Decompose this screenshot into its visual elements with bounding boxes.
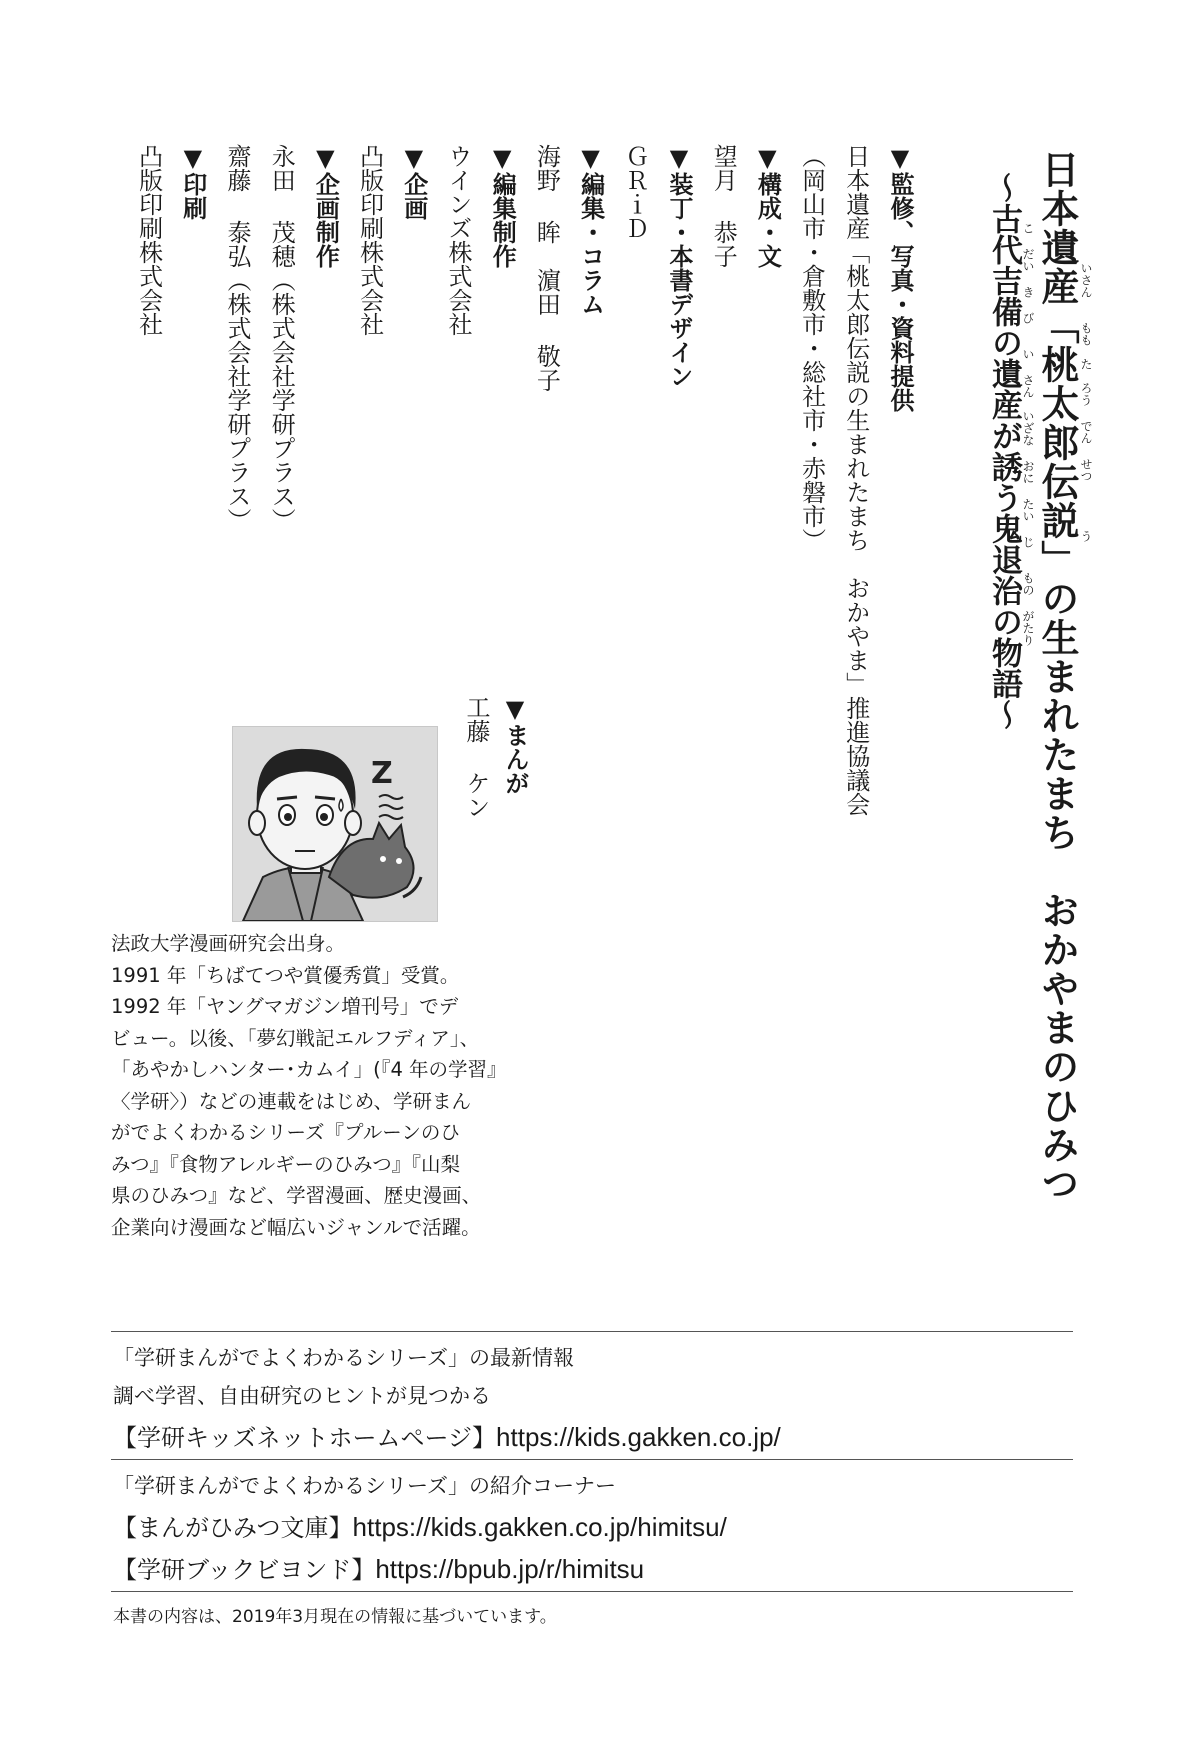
info-intro-heading: 「学研まんがでよくわかるシリーズ」の紹介コーナー <box>113 1474 616 1498</box>
credit-heading: ▼監修、写真・資料提供 <box>886 144 914 412</box>
info-series-heading: 「学研まんがでよくわかるシリーズ」の最新情報 <box>113 1346 574 1370</box>
bio-line: 1991 年「ちばてつや賞優秀賞」受賞。 <box>111 963 460 987</box>
himitsu-label: 【まんがひみつ文庫】 <box>113 1514 353 1542</box>
bio-line: がでよくわかるシリーズ『プルーンのひ <box>111 1121 460 1144</box>
info-bookbeyond-line <box>113 1550 644 1585</box>
credit-heading: ▼企画 <box>399 144 428 220</box>
credit-heading: ▼装丁・本書デザイン <box>665 144 693 388</box>
info-kidsnet-line <box>113 1418 781 1453</box>
credit-entry: 永田 茂穂（株式会社学研プラス） <box>267 144 296 532</box>
svg-text:Z: Z <box>371 756 393 791</box>
book-title: 日本遺産「桃太郎伝説」の生まれたまち おかやまのひみつ <box>1035 150 1079 1203</box>
credit-entry: （岡山市・倉敷市・総社市・赤磐市） <box>797 144 826 552</box>
info-top-rule <box>111 1331 1073 1332</box>
book-subtitle: ～古代吉備の遺産が誘う鬼退治の物語～ <box>986 172 1022 730</box>
bookbeyond-label: 【学研ブックビヨンド】 <box>113 1556 376 1584</box>
bio-line: みつ』『食物アレルギーのひみつ』『山梨 <box>111 1152 460 1176</box>
bio-line: 「あやかしハンター･カムイ」(『4 年の学習』 <box>111 1058 507 1081</box>
kidsnet-label: 【学研キッズネットホームページ】 <box>113 1424 497 1452</box>
bio-line: 企業向け漫画など幅広いジャンルで活躍。 <box>111 1215 481 1239</box>
credit-heading: ▼企画制作 <box>311 144 340 268</box>
credit-heading: ▼編集・コラム <box>576 144 605 316</box>
portrait-drawing <box>233 727 437 921</box>
himitsu-url-link[interactable]: https://kids.gakken.co.jp/himitsu/ <box>352 1512 727 1542</box>
footnote: 本書の内容は、2019年3月現在の情報に基づいています。 <box>113 1607 557 1627</box>
bookbeyond-url-link[interactable]: https://bpub.jp/r/himitsu <box>375 1554 645 1584</box>
credit-entry: ウインズ株式会社 <box>444 144 472 336</box>
credit-entry: ＧＲｉＤ <box>620 144 649 240</box>
bio-line: 1992 年「ヤングマガジン増刊号」でデ <box>111 995 459 1018</box>
manga-credit-label: ▼まんが <box>501 695 529 795</box>
credit-heading: ▼編集制作 <box>488 144 517 268</box>
credit-heading: ▼印刷 <box>178 144 207 220</box>
info-himitsu-line <box>113 1508 727 1543</box>
credit-heading: ▼構成・文 <box>753 144 782 268</box>
credit-entry: 望月 恭子 <box>709 144 738 268</box>
bio-line: 県のひみつ』など、学習漫画、歴史漫画、 <box>111 1184 482 1207</box>
book-title-ruby: いさん もも た ろう でん せつ う <box>1079 262 1093 542</box>
credit-entry: 齋藤 泰弘（株式会社学研プラス） <box>223 144 251 532</box>
info-bottom-rule <box>111 1591 1073 1592</box>
kidsnet-url-link[interactable]: https://kids.gakken.co.jp/ <box>496 1422 781 1452</box>
credit-entry: 凸版印刷株式会社 <box>355 144 384 336</box>
credit-entry: 海野 眸 濵田 敬子 <box>532 144 561 392</box>
artist-bio <box>111 928 531 1243</box>
manga-artist-name: 工藤 ケン <box>462 695 490 819</box>
artist-portrait-illustration <box>232 726 438 922</box>
book-subtitle-ruby: こ だい き び い さん いざな おに たい じ もの がたり <box>1021 222 1035 646</box>
info-series-subheading: 調べ学習、自由研究のヒントが見つかる <box>113 1384 491 1408</box>
credit-entry: 凸版印刷株式会社 <box>134 144 163 336</box>
info-middle-rule <box>111 1459 1073 1460</box>
credit-entry: 日本遺産「桃太郎伝説の生まれたまち おかやま」推進協議会 <box>841 144 870 816</box>
bio-line: 法政大学漫画研究会出身。 <box>111 932 346 955</box>
bio-line: 〈学研〉）などの連載をはじめ、学研まん <box>111 1089 471 1113</box>
bio-line: ビュー。以後、「夢幻戦記エルフディア」、 <box>111 1026 480 1050</box>
